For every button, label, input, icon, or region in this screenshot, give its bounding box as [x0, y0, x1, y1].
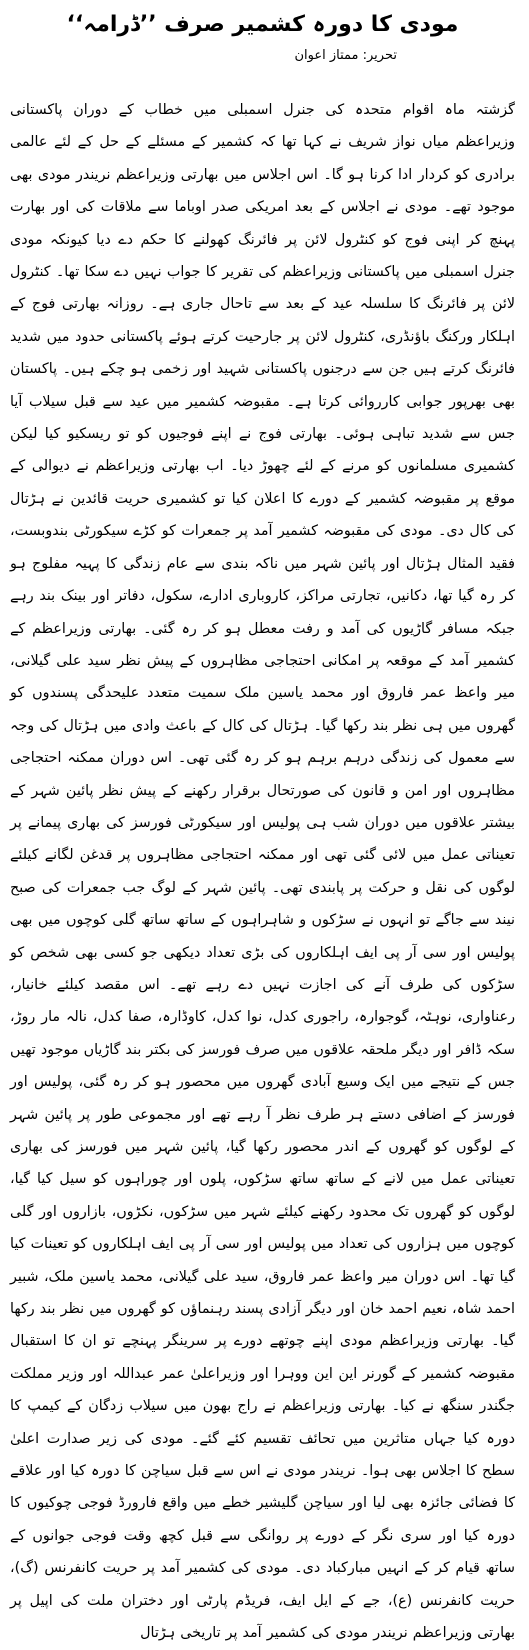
- article-byline: تحریر: ممتاز اعوان: [294, 48, 397, 63]
- article-headline: مودی کا دورہ کشمیر صرف ’’ڈرامہ‘‘: [66, 12, 459, 37]
- article-body: گزشتہ ماہ اقوام متحدہ کی جنرل اسمبلی میں خطاب کے دوران پاکستانی وزیراعظم میاں نواز شریف نے کہا تھا کہ کشمیر کے مسئلے کے حل کے لئے عالمی برادری کو کردار ادا کرنا ہو گا۔ اس اجلاس میں بھارتی وزیراعظم نریندر مودی بھی موجود تھے۔ مودی نے اجلاس کے بعد امریکی صدر اوباما سے ملاقات کی اور بھارت پہنچ کر اپنی فوج کو کنٹرول لائن پر فائرنگ کھولنے کا حکم دے دیا کیونکہ مودی جنرل اسمبلی میں پاکستانی وزیراعظم کی تقریر کا جواب نہیں دے سکا تھا۔ کنٹرول لائن پر فائرنگ کا سلسلہ عید کے بعد سے تاحال جاری ہے۔ روزانہ بھارتی فوج کے اہلکار ورکنگ باؤنڈری، کنٹرول لائن پر جارحیت کرتے ہوئے پاکستانی حدود میں شدید فائرنگ کرتے ہیں جن سے درجنوں پاکستانی شہید اور زخمی ہو چکے ہیں۔ پاکستان بھی بھرپور جوابی کارروائی کرتا ہے۔ مقبوضہ کشمیر میں عید سے قبل سیلاب آیا جس سے شدید تباہی ہوئی۔ بھارتی فوج نے اپنے فوجیوں کو تو ریسکیو کیا لیکن کشمیری مسلمانوں کو مرنے کے لئے چھوڑ دیا۔ اب بھارتی وزیراعظم نے دیوالی کے موقع پر مقبوضہ کشمیر کے دورے کا اعلان کیا تو کشمیری حریت قائدین نے ہڑتال کی کال دی۔ مودی کی مقبوضہ کشمیر آمد پر جمعرات کو کڑے سیکورٹی بندوبست، فقید المثال ہڑتال اور پائین شہر میں ناکہ بندی سے عام زندگی کا پہیہ مفلوج ہو کر رہ گیا تھا، دکانیں، تجارتی مراکز، کاروباری ادارے، سکول، دفاتر اور بینک بند رہے جبکہ مسافر گاڑیوں کی آمد و رفت معطل ہو کر رہ گئی۔ بھارتی وزیراعظم کے کشمیر آمد کے موقعہ پر امکانی احتجاجی مظاہروں کے پیش نظر سید علی گیلانی، میر واعظ عمر فاروق اور محمد یاسین ملک سمیت متعدد علیحدگی پسندوں کو گھروں میں ہی نظر بند رکھا گیا۔ ہڑتال کی کال کے باعث وادی میں ہڑتال کی وجہ سے معمول کی زندگی درہم برہم ہو کر رہ گئی تھی۔ اس دوران ممکنہ احتجاجی مظاہروں اور امن و قانون کی صورتحال برقرار رکھنے کے پیش نظر پائین شہر کے بیشتر علاقوں میں دوران شب ہی پولیس اور سیکورٹی فورسز کی بھاری پیمانے پر تعیناتی عمل میں لائی گئی تھی اور ممکنہ احتجاجی مظاہروں پر قدغن لگانے کیلئے لوگوں کی نقل و حرکت پر پابندی تھی۔ پائین شہر کے لوگ جب جمعرات کی صبح نیند سے جاگے تو انہوں نے سڑکوں و شاہراہوں کے ساتھ ساتھ گلی کوچوں میں بھی پولیس اور سی آر پی ایف اہلکاروں کی بڑی تعداد دیکھی جو کسی بھی شخص کو سڑکوں کی طرف آنے کی اجازت نہیں دے رہے تھے۔ اس مقصد کیلئے خانیار، رعناواری، نوہٹہ، گوجوارہ، راجوری کدل، نوا کدل، کاوڈارہ، صفا کدل، نالہ مار روڑ، سکہ ڈافر اور دیگر ملحقہ علاقوں میں صرف فورسز کی بکتر بند گاڑیاں موجود تھیں جس کے نتیجے میں ایک وسیع آبادی گھروں میں محصور ہو کر رہ گئی، پولیس اور فورسز کے اضافی دستے ہر طرف نظر آ رہے تھے اور مجموعی طور پر پائین شہر کے لوگوں کو گھروں کے اندر محصور رکھا گیا، پائین شہر میں فورسز کی بھاری تعیناتی عمل میں لانے کے ساتھ ساتھ سڑکوں، پلوں اور چوراہوں کو سیل کیا گیا، لوگوں کو گھروں تک محدود رکھنے کیلئے شہر میں سڑکوں، نکڑوں، بازاروں اور گلی کوچوں میں ہزاروں کی تعداد میں پولیس اور سی آر پی ایف اہلکاروں کو تعینات کیا گیا تھا۔ اس دوران میر واعظ عمر فاروق، سید علی گیلانی، محمد یاسین ملک، شبیر احمد شاہ، نعیم احمد خان اور دیگر آزادی پسند رہنماؤں کو گھروں میں نظر بند رکھا گیا۔ بھارتی وزیراعظم مودی اپنے چوتھے دورے پر سرینگر پہنچے تو ان کا استقبال مقبوضہ کشمیر کے گورنر این این ووہرا اور وزیراعلیٰ عمر عبداللہ اور وزیر مملکت جگندر سنگھ نے کیا۔ بھارتی وزیراعظم نے راج بھون میں سیلاب زدگان کے کیمپ کا دورہ کیا جہاں متاثرین میں تحائف تقسیم کئے گئے۔ مودی کی زیر صدارت اعلیٰ سطح کا اجلاس بھی ہوا۔ نریندر مودی نے اس سے قبل سیاچن کا دورہ کیا اور علاقے کا فضائی جائزہ بھی لیا اور سیاچن گلیشیر خطے میں واقع فارورڈ فوجی چوکیوں کا دورہ کیا اور سری نگر کے دورے پر روانگی سے قبل کچھ وقت فوجی جوانوں کے ساتھ قیام کر کے انہیں مبارکباد دی۔ مودی کی کشمیر آمد پر حریت کانفرنس (گ)، حریت کانفرنس (ع)، جے کے ایل ایف، فریڈم پارٹی اور دختران ملت کی اپیل پر بھارتی وزیراعظم نریندر مودی کی کشمیر آمد پر تاریخی ہڑتال: [10, 102, 515, 1642]
